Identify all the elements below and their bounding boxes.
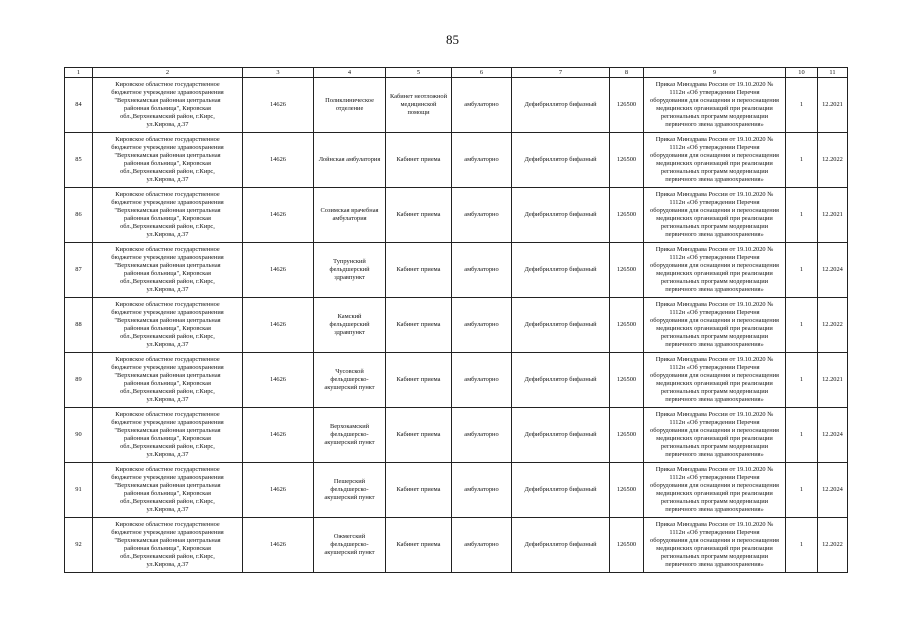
order-cell-line: Приказ Минздрава России от 19.10.2020 № — [655, 81, 774, 88]
table-row — [65, 353, 848, 408]
room-cell-line: Кабинет приема — [396, 431, 441, 438]
division-cell-line: Поликлиническое — [325, 97, 374, 104]
organization-cell-line: "Верхнекамская районная центральная — [114, 372, 221, 379]
page-number: 85 — [446, 32, 459, 47]
row-number-cell: 90 — [65, 408, 93, 463]
order-cell — [644, 353, 786, 408]
division-cell — [314, 188, 386, 243]
organization-cell-line: Кировское областное государственное — [115, 301, 220, 308]
code-cell: 14626 — [243, 133, 314, 188]
order-cell-line: оборудования для оснащения и переоснащения — [650, 317, 779, 324]
division-cell-line: Тупрунский — [333, 258, 366, 265]
organization-cell — [93, 243, 243, 298]
date-cell: 12.2024 — [818, 408, 848, 463]
condition-cell: амбулаторно — [452, 188, 512, 243]
organization-cell — [93, 78, 243, 133]
table-row — [65, 408, 848, 463]
division-cell-line: акушерский пункт — [324, 384, 375, 391]
quantity-cell: 1 — [786, 188, 818, 243]
column-number-cell: 11 — [818, 68, 848, 78]
order-cell-line: первичного звена здравоохранения» — [665, 231, 764, 238]
condition-cell: амбулаторно — [452, 353, 512, 408]
code-cell: 14626 — [243, 298, 314, 353]
row-number-cell: 85 — [65, 133, 93, 188]
row-number-cell: 87 — [65, 243, 93, 298]
order-cell-line: региональных программ модернизации — [660, 333, 769, 340]
code-cell: 14626 — [243, 353, 314, 408]
order-cell-line: 1112н «Об утверждении Перечня — [669, 254, 760, 261]
division-cell-line: Верхокамский — [329, 423, 370, 430]
order-cell-line: региональных программ модернизации — [660, 223, 769, 230]
quantity-cell: 1 — [786, 243, 818, 298]
organization-cell-line: обл.,Верхнекамский район, г.Кирс, — [120, 278, 215, 285]
organization-cell — [93, 463, 243, 518]
division-cell-line: фельдшерско- — [330, 486, 369, 493]
room-cell — [386, 78, 452, 133]
date-cell: 12.2024 — [818, 463, 848, 518]
order-cell-line: первичного звена здравоохранения» — [665, 506, 764, 513]
row-number-cell: 86 — [65, 188, 93, 243]
organization-cell-line: обл.,Верхнекамский район, г.Кирс, — [120, 553, 215, 560]
price-cell: 126500 — [610, 133, 644, 188]
row-number-cell: 92 — [65, 518, 93, 573]
code-cell: 14626 — [243, 408, 314, 463]
quantity-cell: 1 — [786, 133, 818, 188]
division-cell — [314, 133, 386, 188]
order-cell-line: первичного звена здравоохранения» — [665, 176, 764, 183]
condition-cell: амбулаторно — [452, 463, 512, 518]
room-cell-line: Кабинет приема — [396, 211, 441, 218]
division-cell — [314, 243, 386, 298]
organization-cell — [93, 188, 243, 243]
order-cell-line: Приказ Минздрава России от 19.10.2020 № — [655, 136, 774, 143]
table-row — [65, 518, 848, 573]
division-cell-line: фельдшерско- — [330, 376, 369, 383]
quantity-cell: 1 — [786, 298, 818, 353]
organization-cell-line: ул.Кирова, д.37 — [146, 506, 189, 513]
condition-cell: амбулаторно — [452, 408, 512, 463]
organization-cell-line: обл.,Верхнекамский район, г.Кирс, — [120, 498, 215, 505]
organization-cell-line: Кировское областное государственное — [115, 191, 220, 198]
price-cell: 126500 — [610, 463, 644, 518]
table-row — [65, 463, 848, 518]
room-cell-line: Кабинет приема — [396, 376, 441, 383]
organization-cell-line: "Верхнекамская районная центральная — [114, 152, 221, 159]
division-cell-line: акушерский пункт — [324, 494, 375, 501]
code-cell: 14626 — [243, 78, 314, 133]
code-cell: 14626 — [243, 243, 314, 298]
division-cell-line: фельдшерский — [329, 266, 370, 273]
order-cell-line: 1112н «Об утверждении Перечня — [669, 309, 760, 316]
price-cell: 126500 — [610, 298, 644, 353]
column-number-cell: 4 — [314, 68, 386, 78]
price-cell: 126500 — [610, 78, 644, 133]
room-cell-line: помощи — [407, 109, 430, 116]
condition-cell: амбулаторно — [452, 518, 512, 573]
order-cell — [644, 243, 786, 298]
quantity-cell: 1 — [786, 463, 818, 518]
order-cell-line: Приказ Минздрава России от 19.10.2020 № — [655, 411, 774, 418]
organization-cell-line: Кировское областное государственное — [115, 521, 220, 528]
table-row — [65, 188, 848, 243]
order-cell-line: 1112н «Об утверждении Перечня — [669, 144, 760, 151]
division-cell-line: Созимская врачебная — [320, 207, 379, 214]
order-cell-line: медицинских организаций при реализации — [656, 435, 773, 442]
division-cell-line: акушерский пункт — [324, 439, 375, 446]
price-cell: 126500 — [610, 518, 644, 573]
order-cell-line: оборудования для оснащения и переоснащения — [650, 482, 779, 489]
table-row — [65, 298, 848, 353]
order-cell-line: медицинских организаций при реализации — [656, 270, 773, 277]
order-cell-line: оборудования для оснащения и переоснащения — [650, 207, 779, 214]
column-number-cell: 1 — [65, 68, 93, 78]
condition-cell: амбулаторно — [452, 298, 512, 353]
order-cell-line: 1112н «Об утверждении Перечня — [669, 199, 760, 206]
organization-cell-line: районная больница", Кировская — [124, 215, 211, 222]
organization-cell-line: обл.,Верхнекамский район, г.Кирс, — [120, 223, 215, 230]
equipment-cell: Дефибриллятор бифазный — [512, 78, 610, 133]
division-cell-line: акушерский пункт — [324, 549, 375, 556]
date-cell: 12.2021 — [818, 188, 848, 243]
quantity-cell: 1 — [786, 78, 818, 133]
division-cell-line: Пешерский — [333, 478, 366, 485]
date-cell: 12.2021 — [818, 78, 848, 133]
order-cell-line: первичного звена здравоохранения» — [665, 451, 764, 458]
room-cell-line: Кабинет приема — [396, 266, 441, 273]
organization-cell-line: "Верхнекамская районная центральная — [114, 262, 221, 269]
equipment-cell: Дефибриллятор бифазный — [512, 463, 610, 518]
division-cell-line: Ожмегский — [333, 533, 366, 540]
room-cell-line: Кабинет неотложной — [389, 93, 447, 100]
organization-cell-line: ул.Кирова, д.37 — [146, 231, 189, 238]
organization-cell-line: "Верхнекамская районная центральная — [114, 317, 221, 324]
column-number-cell: 5 — [386, 68, 452, 78]
organization-cell-line: районная больница", Кировская — [124, 270, 211, 277]
order-cell-line: оборудования для оснащения и переоснащения — [650, 427, 779, 434]
quantity-cell: 1 — [786, 518, 818, 573]
organization-cell-line: "Верхнекамская районная центральная — [114, 482, 221, 489]
date-cell: 12.2021 — [818, 353, 848, 408]
order-cell-line: 1112н «Об утверждении Перечня — [669, 419, 760, 426]
room-cell — [386, 408, 452, 463]
division-cell — [314, 78, 386, 133]
organization-cell-line: обл.,Верхнекамский район, г.Кирс, — [120, 113, 215, 120]
organization-cell — [93, 518, 243, 573]
order-cell-line: оборудования для оснащения и переоснащения — [650, 537, 779, 544]
condition-cell: амбулаторно — [452, 243, 512, 298]
room-cell — [386, 243, 452, 298]
room-cell — [386, 518, 452, 573]
equipment-cell: Дефибриллятор бифазный — [512, 243, 610, 298]
quantity-cell: 1 — [786, 353, 818, 408]
order-cell — [644, 298, 786, 353]
room-cell — [386, 133, 452, 188]
price-cell: 126500 — [610, 353, 644, 408]
equipment-table — [64, 67, 848, 573]
order-cell-line: 1112н «Об утверждении Перечня — [669, 529, 760, 536]
code-cell: 14626 — [243, 463, 314, 518]
order-cell-line: медицинских организаций при реализации — [656, 490, 773, 497]
room-cell — [386, 463, 452, 518]
order-cell-line: 1112н «Об утверждении Перечня — [669, 474, 760, 481]
organization-cell-line: ул.Кирова, д.37 — [146, 121, 189, 128]
organization-cell-line: Кировское областное государственное — [115, 81, 220, 88]
date-cell: 12.2024 — [818, 243, 848, 298]
organization-cell-line: бюджетное учреждение здравоохранения — [111, 199, 224, 206]
division-cell — [314, 298, 386, 353]
organization-cell-line: бюджетное учреждение здравоохранения — [111, 89, 224, 96]
organization-cell-line: бюджетное учреждение здравоохранения — [111, 144, 224, 151]
division-cell-line: фельдшерско- — [330, 541, 369, 548]
code-cell: 14626 — [243, 188, 314, 243]
order-cell — [644, 463, 786, 518]
division-cell — [314, 353, 386, 408]
room-cell-line: Кабинет приема — [396, 541, 441, 548]
organization-cell-line: ул.Кирова, д.37 — [146, 341, 189, 348]
organization-cell — [93, 353, 243, 408]
organization-cell-line: Кировское областное государственное — [115, 411, 220, 418]
order-cell-line: первичного звена здравоохранения» — [665, 286, 764, 293]
organization-cell-line: "Верхнекамская районная центральная — [114, 427, 221, 434]
division-cell-line: Лойнская амбулатория — [318, 156, 381, 163]
organization-cell-line: Кировское областное государственное — [115, 356, 220, 363]
order-cell-line: первичного звена здравоохранения» — [665, 341, 764, 348]
order-cell-line: Приказ Минздрава России от 19.10.2020 № — [655, 466, 774, 473]
order-cell-line: Приказ Минздрава России от 19.10.2020 № — [655, 246, 774, 253]
date-cell: 12.2022 — [818, 298, 848, 353]
organization-cell-line: Кировское областное государственное — [115, 246, 220, 253]
room-cell — [386, 188, 452, 243]
organization-cell-line: Кировское областное государственное — [115, 466, 220, 473]
organization-cell — [93, 408, 243, 463]
order-cell-line: 1112н «Об утверждении Перечня — [669, 89, 760, 96]
price-cell: 126500 — [610, 243, 644, 298]
organization-cell — [93, 298, 243, 353]
order-cell — [644, 78, 786, 133]
column-number-row — [65, 68, 848, 78]
organization-cell-line: районная больница", Кировская — [124, 545, 211, 552]
order-cell-line: Приказ Минздрава России от 19.10.2020 № — [655, 301, 774, 308]
organization-cell-line: "Верхнекамская районная центральная — [114, 97, 221, 104]
order-cell — [644, 408, 786, 463]
order-cell-line: региональных программ модернизации — [660, 168, 769, 175]
column-number-cell: 2 — [93, 68, 243, 78]
organization-cell-line: бюджетное учреждение здравоохранения — [111, 254, 224, 261]
organization-cell-line: бюджетное учреждение здравоохранения — [111, 309, 224, 316]
equipment-cell: Дефибриллятор бифазный — [512, 518, 610, 573]
order-cell-line: региональных программ модернизации — [660, 388, 769, 395]
price-cell: 126500 — [610, 188, 644, 243]
order-cell-line: Приказ Минздрава России от 19.10.2020 № — [655, 521, 774, 528]
order-cell-line: региональных программ модернизации — [660, 553, 769, 560]
organization-cell-line: обл.,Верхнекамский район, г.Кирс, — [120, 333, 215, 340]
equipment-cell: Дефибриллятор бифазный — [512, 353, 610, 408]
organization-cell-line: ул.Кирова, д.37 — [146, 286, 189, 293]
column-number-cell: 7 — [512, 68, 610, 78]
order-cell-line: первичного звена здравоохранения» — [665, 121, 764, 128]
column-number-cell: 3 — [243, 68, 314, 78]
order-cell-line: Приказ Минздрава России от 19.10.2020 № — [655, 191, 774, 198]
room-cell-line: медицинской — [400, 101, 437, 108]
order-cell-line: 1112н «Об утверждении Перечня — [669, 364, 760, 371]
column-number-cell: 10 — [786, 68, 818, 78]
organization-cell-line: районная больница", Кировская — [124, 435, 211, 442]
table-row — [65, 133, 848, 188]
division-cell-line: амбулатория — [332, 215, 367, 222]
division-cell-line: Камский — [337, 313, 362, 320]
row-number-cell: 91 — [65, 463, 93, 518]
table-row — [65, 78, 848, 133]
quantity-cell: 1 — [786, 408, 818, 463]
room-cell — [386, 298, 452, 353]
column-number-cell: 8 — [610, 68, 644, 78]
division-cell-line: отделение — [335, 105, 364, 112]
equipment-cell: Дефибриллятор бифазный — [512, 188, 610, 243]
equipment-cell: Дефибриллятор бифазный — [512, 298, 610, 353]
date-cell: 12.2022 — [818, 133, 848, 188]
order-cell — [644, 188, 786, 243]
column-number-cell: 6 — [452, 68, 512, 78]
division-cell — [314, 463, 386, 518]
division-cell-line: фельдшерский — [329, 321, 370, 328]
organization-cell-line: обл.,Верхнекамский район, г.Кирс, — [120, 388, 215, 395]
row-number-cell: 84 — [65, 78, 93, 133]
date-cell: 12.2022 — [818, 518, 848, 573]
organization-cell-line: районная больница", Кировская — [124, 160, 211, 167]
condition-cell: амбулаторно — [452, 133, 512, 188]
organization-cell-line: обл.,Верхнекамский район, г.Кирс, — [120, 443, 215, 450]
division-cell-line: фельдшерско- — [330, 431, 369, 438]
order-cell-line: оборудования для оснащения и переоснащения — [650, 372, 779, 379]
organization-cell-line: "Верхнекамская районная центральная — [114, 537, 221, 544]
order-cell-line: медицинских организаций при реализации — [656, 105, 773, 112]
order-cell — [644, 518, 786, 573]
room-cell — [386, 353, 452, 408]
order-cell-line: региональных программ модернизации — [660, 498, 769, 505]
order-cell-line: оборудования для оснащения и переоснащения — [650, 152, 779, 159]
organization-cell-line: ул.Кирова, д.37 — [146, 561, 189, 568]
division-cell-line: здравпункт — [334, 274, 365, 281]
room-cell-line: Кабинет приема — [396, 321, 441, 328]
organization-cell-line: районная больница", Кировская — [124, 380, 211, 387]
organization-cell — [93, 133, 243, 188]
organization-cell-line: ул.Кирова, д.37 — [146, 176, 189, 183]
column-number-cell: 9 — [644, 68, 786, 78]
table-body — [65, 68, 848, 573]
order-cell-line: региональных программ модернизации — [660, 113, 769, 120]
organization-cell-line: бюджетное учреждение здравоохранения — [111, 419, 224, 426]
order-cell-line: медицинских организаций при реализации — [656, 325, 773, 332]
organization-cell-line: "Верхнекамская районная центральная — [114, 207, 221, 214]
division-cell-line: Чусовской — [335, 368, 364, 375]
organization-cell-line: районная больница", Кировская — [124, 490, 211, 497]
equipment-cell: Дефибриллятор бифазный — [512, 408, 610, 463]
order-cell-line: медицинских организаций при реализации — [656, 380, 773, 387]
organization-cell-line: Кировское областное государственное — [115, 136, 220, 143]
order-cell-line: региональных программ модернизации — [660, 278, 769, 285]
division-cell — [314, 408, 386, 463]
order-cell-line: первичного звена здравоохранения» — [665, 396, 764, 403]
condition-cell: амбулаторно — [452, 78, 512, 133]
order-cell-line: оборудования для оснащения и переоснащения — [650, 262, 779, 269]
organization-cell-line: ул.Кирова, д.37 — [146, 396, 189, 403]
organization-cell-line: бюджетное учреждение здравоохранения — [111, 474, 224, 481]
order-cell-line: медицинских организаций при реализации — [656, 215, 773, 222]
order-cell-line: медицинских организаций при реализации — [656, 160, 773, 167]
organization-cell-line: районная больница", Кировская — [124, 105, 211, 112]
organization-cell-line: ул.Кирова, д.37 — [146, 451, 189, 458]
organization-cell-line: бюджетное учреждение здравоохранения — [111, 529, 224, 536]
order-cell-line: Приказ Минздрава России от 19.10.2020 № — [655, 356, 774, 363]
code-cell: 14626 — [243, 518, 314, 573]
order-cell-line: первичного звена здравоохранения» — [665, 561, 764, 568]
order-cell-line: региональных программ модернизации — [660, 443, 769, 450]
price-cell: 126500 — [610, 408, 644, 463]
division-cell-line: здравпункт — [334, 329, 365, 336]
table-row — [65, 243, 848, 298]
division-cell — [314, 518, 386, 573]
organization-cell-line: бюджетное учреждение здравоохранения — [111, 364, 224, 371]
row-number-cell: 88 — [65, 298, 93, 353]
organization-cell-line: районная больница", Кировская — [124, 325, 211, 332]
room-cell-line: Кабинет приема — [396, 486, 441, 493]
order-cell-line: оборудования для оснащения и переоснащения — [650, 97, 779, 104]
row-number-cell: 89 — [65, 353, 93, 408]
organization-cell-line: обл.,Верхнекамский район, г.Кирс, — [120, 168, 215, 175]
equipment-cell: Дефибриллятор бифазный — [512, 133, 610, 188]
order-cell — [644, 133, 786, 188]
order-cell-line: медицинских организаций при реализации — [656, 545, 773, 552]
room-cell-line: Кабинет приема — [396, 156, 441, 163]
